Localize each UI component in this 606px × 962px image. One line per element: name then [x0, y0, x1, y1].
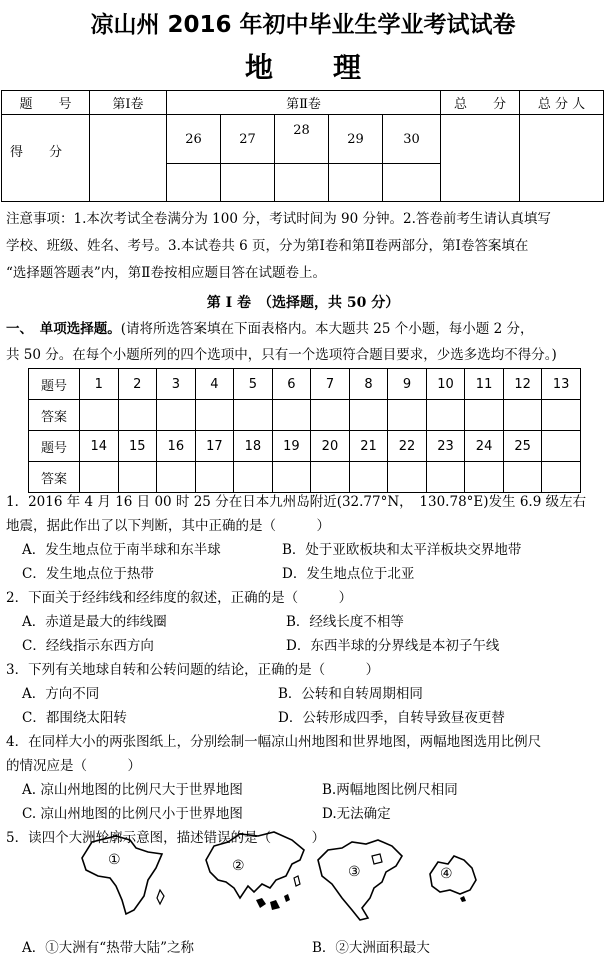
q4-stem-1: 4．在同样大小的两张图纸上，分别绘制一幅凉山州地图和世界地图，两幅地图选用比例尺 — [6, 734, 542, 750]
exam-title: 凉山州 2016 年初中毕业生学业考试试卷 — [90, 12, 516, 38]
continent-asia-icon — [200, 828, 308, 916]
answer-cell[interactable] — [195, 400, 234, 431]
q-num: 14 — [80, 431, 119, 462]
notice-line-1: 注意事项：1.本次考试全卷满分为 100 分，考试时间为 90 分钟。2.答卷前考生请认真填写 — [6, 211, 551, 227]
q-num: 9 — [388, 369, 427, 400]
continent-north-america-icon — [312, 836, 408, 926]
q4-option-d: D.无法确定 — [322, 806, 391, 822]
q2-option-b: B．经线长度不相等 — [286, 614, 404, 630]
answer-table-row — [29, 431, 581, 462]
score-cell-27[interactable] — [221, 164, 275, 202]
sub-question-26: 26 — [167, 115, 221, 164]
q2-option-a: A．赤道是最大的纬线圈 — [22, 614, 167, 630]
q-num: 12 — [503, 369, 542, 400]
col-total: 总 分 — [441, 91, 520, 115]
score-cell-28[interactable] — [275, 164, 329, 202]
answer-cell[interactable] — [503, 400, 542, 431]
q-label: 题号 — [29, 369, 80, 400]
q-label: 题号 — [29, 431, 80, 462]
row-label-question: 题 号 — [2, 91, 90, 115]
answer-cell[interactable] — [311, 462, 350, 493]
q-num: 23 — [426, 431, 465, 462]
col-part1: 第Ⅰ卷 — [90, 91, 167, 115]
q3-stem: 3．下列有关地球自转和公转问题的结论，正确的是（ ） — [6, 662, 380, 678]
empty-cell — [542, 462, 581, 493]
part1-heading: 第 Ⅰ 卷 （选择题，共 50 分） — [206, 295, 400, 311]
q-num: 24 — [465, 431, 504, 462]
continent-label-2: ② — [232, 858, 245, 874]
continent-label-1: ① — [108, 852, 121, 868]
q1-option-c: C．发生地点位于热带 — [22, 566, 154, 582]
q5-stem: 5．读四个大洲轮廓示意图，描述错误的是（ ） — [6, 830, 326, 846]
answer-cell[interactable] — [118, 400, 157, 431]
q2-stem: 2．下面关于经纬线和经纬度的叙述，正确的是（ ） — [6, 590, 353, 606]
q1-option-a: A．发生地点位于南半球和东半球 — [22, 542, 221, 558]
q4-option-b: B.两幅地图比例尺相同 — [322, 782, 458, 798]
answer-cell[interactable] — [388, 462, 427, 493]
q-num: 25 — [503, 431, 542, 462]
q-num: 6 — [272, 369, 311, 400]
q-num: 1 — [80, 369, 119, 400]
q5-option-b: B．②大洲面积最大 — [312, 940, 430, 956]
sub-question-28: 28 — [275, 115, 329, 164]
answer-cell[interactable] — [426, 400, 465, 431]
answer-table-row — [29, 369, 581, 400]
q1-stem-2: 地震，据此作出了以下判断，其中正确的是（ ） — [6, 518, 330, 534]
section1-label: 一、 单项选择题。 — [6, 321, 121, 337]
answer-cell[interactable] — [195, 462, 234, 493]
answer-table-row — [29, 400, 581, 431]
q-num: 18 — [234, 431, 273, 462]
answer-cell[interactable] — [311, 400, 350, 431]
subject-char-2: 理 — [333, 51, 362, 84]
answer-cell[interactable] — [272, 462, 311, 493]
q4-option-a: A. 凉山州地图的比例尺大于世界地图 — [22, 782, 243, 798]
col-total-person: 总 分 人 — [520, 91, 604, 115]
a-label: 答案 — [29, 462, 80, 493]
score-cell-30[interactable] — [383, 164, 441, 202]
empty-cell — [542, 431, 581, 462]
q-num: 17 — [195, 431, 234, 462]
section1-line-1 — [6, 317, 602, 341]
answer-cell[interactable] — [80, 462, 119, 493]
continent-africa-icon — [74, 830, 174, 918]
q4-option-c: C. 凉山州地图的比例尺小于世界地图 — [22, 806, 243, 822]
q1-stem-1: 1．2016 年 4 月 16 日 00 时 25 分在日本九州岛附近(32.77°N， 130.78°E)发生 6.9 级左右 — [6, 494, 587, 510]
answer-cell[interactable] — [157, 462, 196, 493]
score-cell-total[interactable] — [441, 115, 520, 202]
answer-cell[interactable] — [157, 400, 196, 431]
subject-title — [0, 46, 606, 86]
q-num: 20 — [311, 431, 350, 462]
q3-option-b: B．公转和自转周期相同 — [278, 686, 423, 702]
q-num: 5 — [234, 369, 273, 400]
answer-cell[interactable] — [465, 400, 504, 431]
subject-char-1: 地 — [244, 51, 273, 84]
answer-cell[interactable] — [388, 400, 427, 431]
q-num: 13 — [542, 369, 581, 400]
score-cell-total-person[interactable] — [520, 115, 604, 202]
q3-option-a: A．方向不同 — [22, 686, 100, 702]
col-part2: 第Ⅱ卷 — [167, 91, 441, 115]
q-num: 10 — [426, 369, 465, 400]
q-num: 3 — [157, 369, 196, 400]
q-num: 7 — [311, 369, 350, 400]
q2-option-c: C．经线指示东西方向 — [22, 638, 154, 654]
q5-option-a: A．①大洲有“热带大陆”之称 — [22, 940, 195, 956]
answer-cell[interactable] — [272, 400, 311, 431]
notice-line-3: “选择题答题表”内，第Ⅱ卷按相应题目答在试题卷上。 — [6, 265, 326, 281]
answer-cell[interactable] — [542, 400, 581, 431]
q-num: 15 — [118, 431, 157, 462]
notice-line-2: 学校、班级、姓名、考号。3.本试卷共 6 页，分为第Ⅰ卷和第Ⅱ卷两部分，第Ⅰ卷答案填在 — [6, 238, 529, 254]
q4-stem-2: 的情况应是（ ） — [6, 758, 141, 774]
answer-cell[interactable] — [426, 462, 465, 493]
answer-cell[interactable] — [465, 462, 504, 493]
q-num: 4 — [195, 369, 234, 400]
score-cell-part1[interactable] — [90, 115, 167, 202]
a-label: 答案 — [29, 400, 80, 431]
section1-instruction-2: 共 50 分。在每个小题所列的四个选项中，只有一个选项符合题目要求，少选多选均不得分。) — [6, 347, 557, 363]
continent-label-4: ④ — [440, 866, 453, 882]
q3-option-c: C．都围绕太阳转 — [22, 710, 127, 726]
answer-cell[interactable] — [234, 400, 273, 431]
q-num: 8 — [349, 369, 388, 400]
row-label-score: 得 分 — [2, 115, 90, 202]
q1-option-b: B．处于亚欧板块和太平洋板块交界地带 — [282, 542, 522, 558]
continent-label-3: ③ — [348, 864, 361, 880]
q1-option-d: D．发生地点位于北亚 — [282, 566, 415, 582]
sub-question-30: 30 — [383, 115, 441, 164]
q-num: 11 — [465, 369, 504, 400]
q3-option-d: D．公转形成四季，自转导致昼夜更替 — [278, 710, 505, 726]
score-cell-29[interactable] — [329, 164, 383, 202]
q2-option-d: D．东西半球的分界线是本初子午线 — [286, 638, 500, 654]
sub-question-27: 27 — [221, 115, 275, 164]
answer-table — [28, 368, 581, 493]
answer-cell[interactable] — [349, 400, 388, 431]
sub-question-29: 29 — [329, 115, 383, 164]
answer-cell[interactable] — [80, 400, 119, 431]
score-table — [1, 90, 604, 202]
answer-cell[interactable] — [118, 462, 157, 493]
q-num: 22 — [388, 431, 427, 462]
score-cell-26[interactable] — [167, 164, 221, 202]
answer-table-row — [29, 462, 581, 493]
section1-instruction-1: (请将所选答案填在下面表格内。本大题共 25 个小题，每小题 2 分， — [120, 321, 534, 337]
answer-cell[interactable] — [503, 462, 542, 493]
q-num: 2 — [118, 369, 157, 400]
answer-cell[interactable] — [234, 462, 273, 493]
answer-cell[interactable] — [349, 462, 388, 493]
q-num: 21 — [349, 431, 388, 462]
q-num: 16 — [157, 431, 196, 462]
q-num: 19 — [272, 431, 311, 462]
